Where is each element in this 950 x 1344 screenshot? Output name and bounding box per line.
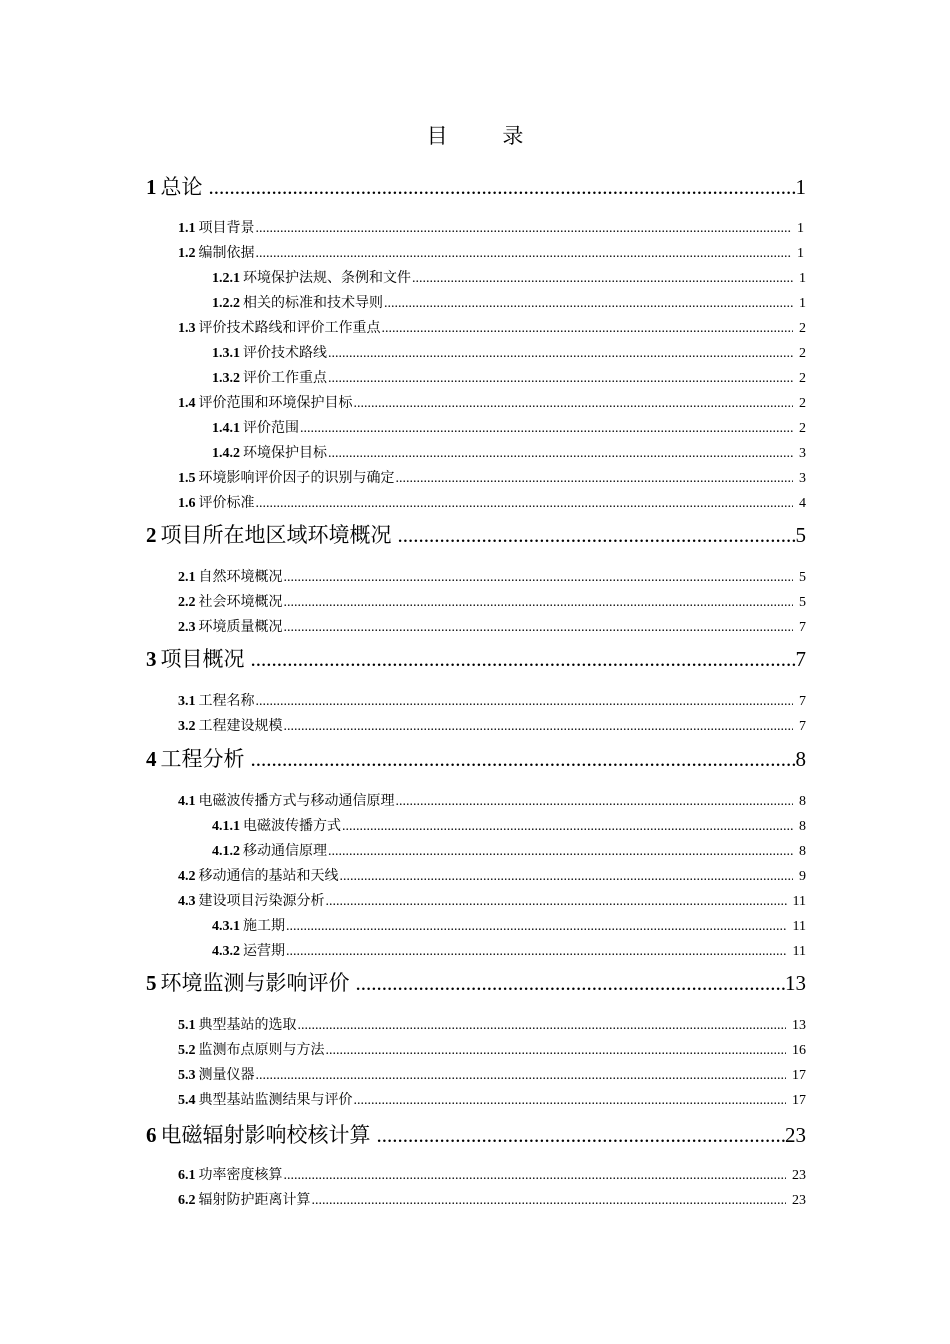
toc-entry-title: 移动通信原理 bbox=[243, 843, 327, 859]
toc-entry-title: 编制依据 bbox=[198, 245, 255, 261]
toc-entry-title: 评价技术路线和评价工作重点 bbox=[198, 320, 381, 336]
toc-entry[interactable] bbox=[212, 842, 806, 861]
toc-leader-dots bbox=[286, 918, 787, 936]
toc-entry-number: 1.1 bbox=[178, 221, 196, 236]
toc-entry[interactable] bbox=[178, 1016, 806, 1035]
toc-entry-number: 1.4 bbox=[178, 396, 196, 411]
toc-entry-title: 环境保护目标 bbox=[243, 445, 327, 461]
toc-entry-title: 相关的标准和技术导则 bbox=[243, 295, 383, 311]
toc-leader-dots bbox=[284, 718, 794, 736]
toc-entry[interactable] bbox=[146, 174, 806, 200]
toc-entry-page: 23 bbox=[792, 1193, 806, 1208]
toc-entry[interactable] bbox=[178, 394, 806, 413]
toc-entry-page: 2 bbox=[799, 371, 806, 386]
toc-leader-dots bbox=[284, 594, 794, 612]
toc-entry-number: 1.2 bbox=[178, 246, 196, 261]
toc-leader-dots bbox=[384, 295, 793, 313]
toc-entry-page: 17 bbox=[792, 1068, 806, 1083]
toc-entry-page: 3 bbox=[799, 471, 806, 486]
toc-leader-dots bbox=[256, 693, 794, 711]
toc-entry-page: 5 bbox=[799, 595, 806, 610]
toc-entry-page: 8 bbox=[795, 747, 806, 771]
toc-entry-number: 1.4.2 bbox=[212, 446, 240, 461]
toc-entry-number: 4.3.2 bbox=[212, 944, 240, 959]
toc-entry-page: 1 bbox=[799, 271, 806, 286]
toc-entry[interactable] bbox=[212, 917, 806, 936]
toc-entry-number: 1.6 bbox=[178, 496, 196, 511]
toc-entry-number: 1.3 bbox=[178, 321, 196, 336]
toc-entry-number: 5.1 bbox=[178, 1018, 196, 1033]
toc-entry-page: 7 bbox=[799, 719, 806, 734]
toc-entry-page: 9 bbox=[799, 869, 806, 884]
toc-leader-dots bbox=[284, 1167, 787, 1185]
toc-entry-title: 项目背景 bbox=[198, 220, 255, 236]
toc-entry[interactable] bbox=[178, 469, 806, 488]
toc-entry-title: 运营期 bbox=[243, 943, 285, 959]
toc-entry-page: 4 bbox=[799, 496, 806, 511]
toc-entry-number: 4.3.1 bbox=[212, 919, 240, 934]
toc-leader-dots bbox=[300, 420, 793, 438]
toc-leader-dots bbox=[328, 345, 793, 363]
toc-leader-dots bbox=[256, 495, 794, 513]
toc-entry-number: 1 bbox=[146, 175, 157, 199]
toc-entry-number: 5 bbox=[146, 971, 157, 995]
toc-leader-dots bbox=[328, 370, 793, 388]
toc-leader-dots bbox=[298, 1017, 787, 1035]
toc-entry[interactable] bbox=[212, 294, 806, 313]
toc-entry[interactable] bbox=[178, 1041, 806, 1060]
toc-entry-page: 23 bbox=[785, 1123, 806, 1147]
toc-entry[interactable] bbox=[146, 970, 806, 996]
toc-entry-title: 电磁波传播方式 bbox=[243, 818, 341, 834]
toc-leader-dots bbox=[398, 522, 796, 548]
toc-entry-number: 6 bbox=[146, 1123, 157, 1147]
toc-entry-page: 7 bbox=[795, 647, 806, 671]
toc-entry-title: 典型基站的选取 bbox=[198, 1017, 297, 1033]
toc-entry-number: 4.2 bbox=[178, 869, 196, 884]
toc-entry-title: 辐射防护距离计算 bbox=[198, 1192, 311, 1208]
toc-entry-title: 总论 bbox=[160, 175, 203, 199]
toc-entry-number: 2.2 bbox=[178, 595, 196, 610]
toc-entry-number: 5.3 bbox=[178, 1068, 196, 1083]
toc-entry-title: 典型基站监测结果与评价 bbox=[198, 1092, 353, 1108]
toc-entry-number: 4.1 bbox=[178, 794, 196, 809]
toc-leader-dots bbox=[286, 943, 787, 961]
toc-leader-dots bbox=[256, 1067, 787, 1085]
toc-entry-title: 施工期 bbox=[243, 918, 285, 934]
toc-entry-page: 1 bbox=[799, 296, 806, 311]
toc-entry-title: 监测布点原则与方法 bbox=[198, 1042, 325, 1058]
toc-leader-dots bbox=[256, 245, 792, 263]
toc-entry-page: 11 bbox=[792, 894, 806, 909]
toc-entry-title: 工程建设规模 bbox=[198, 718, 283, 734]
toc-leader-dots bbox=[396, 793, 794, 811]
toc-leader-dots bbox=[251, 646, 796, 672]
toc-entry-page: 2 bbox=[799, 321, 806, 336]
toc-entry-page: 5 bbox=[799, 570, 806, 585]
toc-entry-number: 5.4 bbox=[178, 1093, 196, 1108]
toc-entry-title: 功率密度核算 bbox=[198, 1167, 283, 1183]
toc-entry[interactable] bbox=[178, 219, 804, 238]
toc-entry-page: 17 bbox=[792, 1093, 806, 1108]
toc-entry-number: 3.2 bbox=[178, 719, 196, 734]
toc-entry[interactable] bbox=[178, 618, 806, 637]
toc-leader-dots bbox=[312, 1192, 787, 1210]
toc-entry-title: 评价范围 bbox=[243, 420, 299, 436]
toc-leader-dots bbox=[354, 1092, 787, 1110]
toc-entry[interactable] bbox=[178, 568, 806, 587]
toc-entry-title: 电磁辐射影响校核计算 bbox=[160, 1123, 371, 1147]
toc-entry-title: 环境质量概况 bbox=[198, 619, 283, 635]
toc-entry-number: 5.2 bbox=[178, 1043, 196, 1058]
toc-leader-dots bbox=[377, 1122, 786, 1148]
toc-entry[interactable] bbox=[146, 522, 806, 548]
toc-entry-number: 6.2 bbox=[178, 1193, 196, 1208]
toc-entry-title: 评价标准 bbox=[198, 495, 255, 511]
toc-entry[interactable] bbox=[178, 1191, 806, 1210]
toc-leader-dots bbox=[328, 445, 793, 463]
toc-entry[interactable] bbox=[212, 344, 806, 363]
toc-leader-dots bbox=[251, 746, 796, 772]
toc-entry-number: 6.1 bbox=[178, 1168, 196, 1183]
toc-leader-dots bbox=[412, 270, 793, 288]
toc-entry[interactable] bbox=[212, 369, 806, 388]
toc-entry[interactable] bbox=[178, 692, 806, 711]
toc-entry-page: 11 bbox=[792, 944, 806, 959]
toc-leader-dots bbox=[328, 843, 793, 861]
toc-entry-number: 3 bbox=[146, 647, 157, 671]
toc-entry-number: 2.3 bbox=[178, 620, 196, 635]
toc-leader-dots bbox=[396, 470, 794, 488]
toc-entry[interactable] bbox=[212, 419, 806, 438]
toc-leader-dots bbox=[340, 868, 794, 886]
toc-leader-dots bbox=[326, 1042, 787, 1060]
toc-entry[interactable] bbox=[178, 494, 806, 513]
toc-entry-title: 环境监测与影响评价 bbox=[160, 971, 350, 995]
toc-entry-number: 1.4.1 bbox=[212, 421, 240, 436]
toc-entry-title: 评价范围和环境保护目标 bbox=[198, 395, 353, 411]
toc-entry[interactable] bbox=[178, 593, 806, 612]
toc-entry[interactable] bbox=[178, 892, 806, 911]
toc-entry-page: 8 bbox=[799, 794, 806, 809]
toc-entry[interactable] bbox=[212, 269, 806, 288]
toc-entry-title: 工程分析 bbox=[160, 747, 245, 771]
toc-entry[interactable] bbox=[146, 1122, 806, 1148]
toc-entry[interactable] bbox=[212, 444, 806, 463]
toc-entry[interactable] bbox=[212, 817, 806, 836]
toc-entry-number: 1.2.1 bbox=[212, 271, 240, 286]
toc-entry-title: 评价技术路线 bbox=[243, 345, 327, 361]
toc-entry-page: 11 bbox=[792, 919, 806, 934]
toc-entry-title: 项目所在地区域环境概况 bbox=[160, 523, 392, 547]
toc-entry-title: 环境影响评价因子的识别与确定 bbox=[198, 470, 395, 486]
toc-entry-page: 7 bbox=[799, 620, 806, 635]
toc-entry-title: 自然环境概况 bbox=[198, 569, 283, 585]
toc-entry-page: 1 bbox=[797, 221, 804, 236]
toc-entry[interactable] bbox=[178, 1091, 806, 1110]
toc-entry-title: 电磁波传播方式与移动通信原理 bbox=[198, 793, 395, 809]
toc-entry[interactable] bbox=[146, 746, 806, 772]
toc-entry-number: 1.2.2 bbox=[212, 296, 240, 311]
toc-entry-page: 1 bbox=[795, 175, 806, 199]
toc-entry-title: 移动通信的基站和天线 bbox=[198, 868, 339, 884]
toc-entry-number: 1.3.1 bbox=[212, 346, 240, 361]
toc-entry-page: 2 bbox=[799, 396, 806, 411]
toc-entry[interactable] bbox=[178, 319, 806, 338]
toc-entry-title: 测量仪器 bbox=[198, 1067, 255, 1083]
toc-leader-dots bbox=[354, 395, 794, 413]
toc-entry[interactable] bbox=[178, 717, 806, 736]
toc-entry-number: 4.1.2 bbox=[212, 844, 240, 859]
toc-entry-page: 13 bbox=[792, 1018, 806, 1033]
toc-entry-number: 2 bbox=[146, 523, 157, 547]
toc-leader-dots bbox=[256, 220, 792, 238]
toc-entry-page: 16 bbox=[792, 1043, 806, 1058]
toc-entry-title: 工程名称 bbox=[198, 693, 255, 709]
toc-entry[interactable] bbox=[178, 1066, 806, 1085]
toc-entry-page: 8 bbox=[799, 819, 806, 834]
toc-entry[interactable] bbox=[212, 942, 806, 961]
toc-entry-page: 1 bbox=[797, 246, 804, 261]
toc-entry-title: 项目概况 bbox=[160, 647, 245, 671]
toc-entry-number: 4.1.1 bbox=[212, 819, 240, 834]
toc-leader-dots bbox=[284, 569, 794, 587]
toc-entry-page: 13 bbox=[785, 971, 806, 995]
toc-leader-dots bbox=[342, 818, 793, 836]
toc-entry-number: 3.1 bbox=[178, 694, 196, 709]
toc-entry[interactable] bbox=[178, 792, 806, 811]
toc-entry-number: 2.1 bbox=[178, 570, 196, 585]
toc-entry[interactable] bbox=[146, 646, 806, 672]
toc-entry-number: 1.3.2 bbox=[212, 371, 240, 386]
toc-entry[interactable] bbox=[178, 867, 806, 886]
toc-leader-dots bbox=[209, 174, 796, 200]
toc-entry-page: 2 bbox=[799, 421, 806, 436]
page-title: 目 录 bbox=[426, 124, 548, 148]
toc-leader-dots bbox=[326, 893, 787, 911]
toc-leader-dots bbox=[382, 320, 794, 338]
toc-leader-dots bbox=[284, 619, 794, 637]
toc-leader-dots bbox=[356, 970, 786, 996]
toc-entry-page: 8 bbox=[799, 844, 806, 859]
toc-entry-title: 评价工作重点 bbox=[243, 370, 327, 386]
toc-entry-page: 3 bbox=[799, 446, 806, 461]
toc-entry-number: 4 bbox=[146, 747, 157, 771]
toc-entry[interactable] bbox=[178, 1166, 806, 1185]
toc-entry-title: 环境保护法规、条例和文件 bbox=[243, 270, 411, 286]
toc-entry-title: 社会环境概况 bbox=[198, 594, 283, 610]
toc-entry-page: 5 bbox=[795, 523, 806, 547]
toc-entry-page: 7 bbox=[799, 694, 806, 709]
toc-entry-title: 建设项目污染源分析 bbox=[198, 893, 325, 909]
toc-entry[interactable] bbox=[178, 244, 804, 263]
toc-entry-page: 23 bbox=[792, 1168, 806, 1183]
toc-entry-page: 2 bbox=[799, 346, 806, 361]
toc-entry-number: 4.3 bbox=[178, 894, 196, 909]
toc-entry-number: 1.5 bbox=[178, 471, 196, 486]
